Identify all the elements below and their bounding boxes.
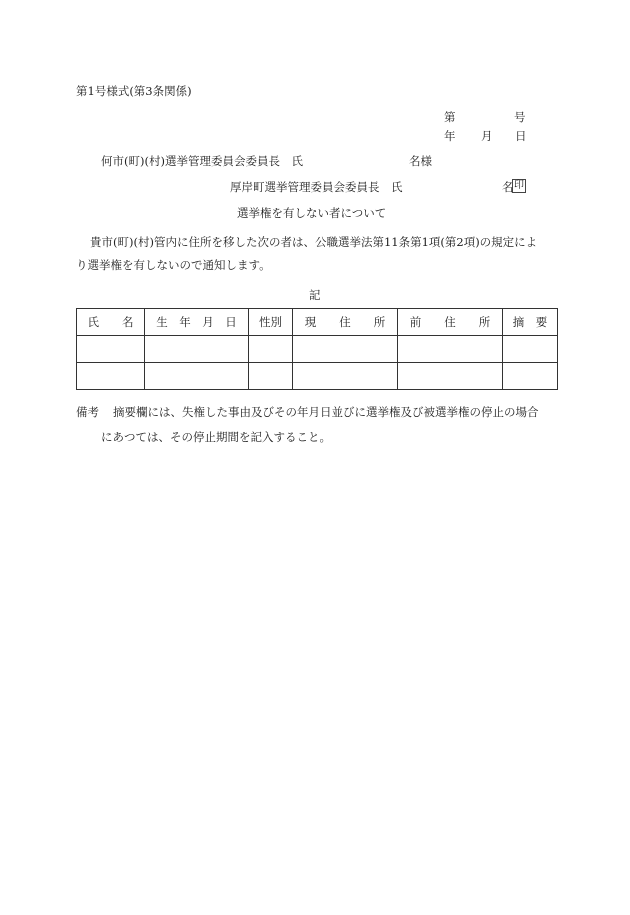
- header-birthdate: 生 年 月 日: [145, 309, 249, 336]
- document-number-prefix: 第: [444, 110, 456, 124]
- table-cell: [77, 363, 145, 390]
- table-cell: [503, 363, 558, 390]
- sender-title: 厚岸町選挙管理委員会委員長 氏: [230, 180, 403, 194]
- seal-box: 印: [514, 180, 524, 191]
- body-text-line-1: 貴市(町)(村)管内に住所を移した次の者は、公職選挙法第11条第1項(第2項)の規定によ: [90, 235, 538, 249]
- table-cell: [249, 363, 293, 390]
- date-month-label: 月: [481, 129, 493, 143]
- header-sex: 性別: [249, 309, 293, 336]
- header-previous-address: 前 住 所: [398, 309, 503, 336]
- document-subject: 選挙権を有しない者について: [237, 206, 387, 220]
- table-cell: [503, 336, 558, 363]
- addressee-suffix: 名様: [409, 154, 432, 168]
- note-label: 備考: [76, 405, 99, 419]
- body-text-line-2: り選挙権を有しないので通知します。: [76, 258, 271, 272]
- header-name: 氏 名: [77, 309, 145, 336]
- note-text-line-2: にあつては、その停止期間を記入すること。: [101, 430, 331, 444]
- table-header-row: [77, 309, 558, 336]
- table-cell: [145, 336, 249, 363]
- ki-heading: 記: [309, 288, 321, 302]
- header-current-address: 現 住 所: [293, 309, 398, 336]
- note-text-line-1: 摘要欄には、失権した事由及びその年月日並びに選挙権及び被選挙権の停止の場合: [113, 405, 539, 419]
- date-day-label: 日: [515, 129, 527, 143]
- table-cell: [77, 336, 145, 363]
- table-cell: [293, 363, 398, 390]
- form-number: 第1号様式(第3条関係): [76, 84, 192, 98]
- date-year-label: 年: [444, 129, 456, 143]
- sender-name-suffix: 名: [502, 180, 514, 194]
- table-row: [77, 363, 558, 390]
- document-number-suffix: 号: [514, 110, 526, 124]
- addressee-title: 何市(町)(村)選挙管理委員会委員長 氏: [101, 154, 303, 168]
- table-cell: [293, 336, 398, 363]
- register-table: [76, 308, 558, 390]
- header-remarks: 摘 要: [503, 309, 558, 336]
- table-cell: [145, 363, 249, 390]
- table-cell: [249, 336, 293, 363]
- table-row: [77, 336, 558, 363]
- table-cell: [398, 336, 503, 363]
- table-cell: [398, 363, 503, 390]
